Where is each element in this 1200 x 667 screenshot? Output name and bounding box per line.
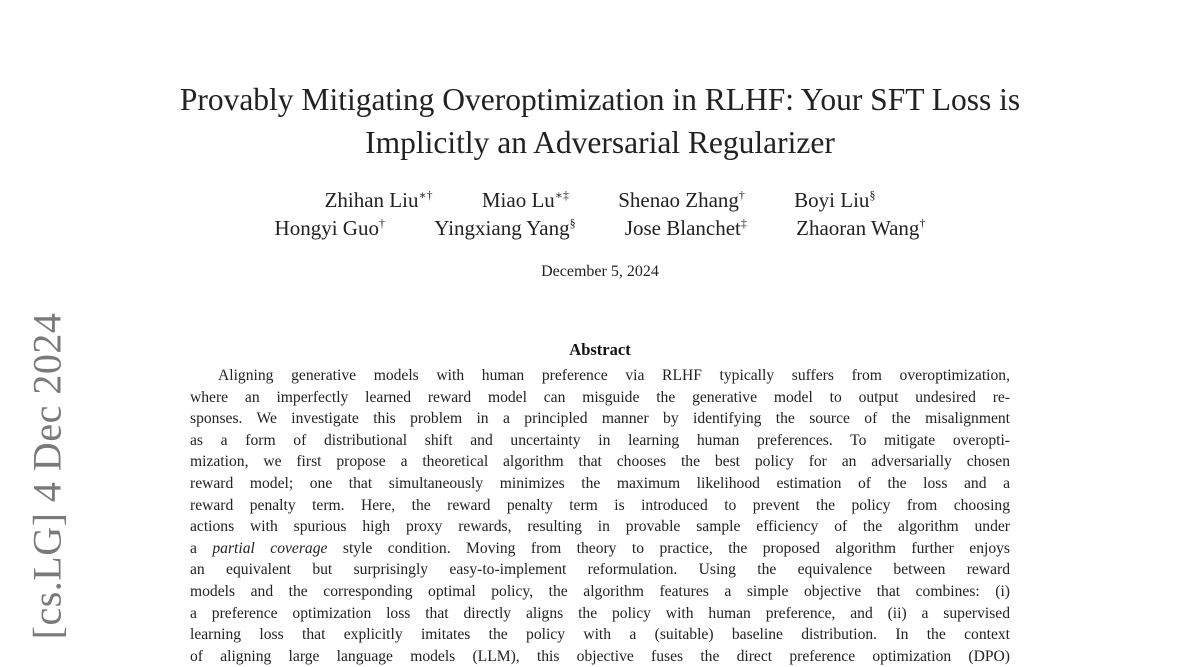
abstract-line-with-italic	[190, 538, 1010, 560]
abstract-line: mization, we first propose a theoretical algorithm that chooses the best policy for an adversarially chosen	[190, 453, 1010, 471]
author-name	[625, 214, 747, 242]
author-name-text: Zhaoran Wang	[796, 216, 920, 240]
author-name-text: Yingxiang Yang	[434, 216, 570, 240]
title-line-1: Provably Mitigating Overoptimization in RLHF: Your SFT Loss is	[179, 82, 1021, 117]
abstract-line: actions with spurious high proxy rewards, resulting in provable sample efficiency of the algorithm under	[190, 518, 1010, 536]
abstract-line-partial: of aligning large language models (LLM), this objective fuses the direct preference optimization (DPO)	[190, 647, 1010, 665]
publication-date: December 5, 2024	[541, 263, 659, 280]
arxiv-identifier-stamp: [cs.LG] 4 Dec 2024	[24, 312, 70, 640]
abstract-line: Aligning generative models with human preference via RLHF typically suffers from overoptimization,	[218, 367, 1010, 384]
affiliation-mark: ‡	[740, 216, 747, 230]
abstract-body	[190, 365, 1010, 665]
affiliation-mark: †	[919, 216, 926, 230]
abstract-line-rest: style condition. Moving from theory to practice, the proposed algorithm further enjoys	[342, 539, 1010, 557]
author-name-text: Boyi Liu	[794, 188, 870, 212]
affiliation-mark: ∗†	[418, 188, 433, 202]
abstract-line: sponses. We investigate this problem in a principled manner by identifying the source of the misalignment	[190, 410, 1010, 428]
author-name	[618, 186, 745, 214]
abstract-line: a preference optimization loss that directly aligns the policy with human preference, and (ii) a supervised	[190, 604, 1010, 622]
affiliation-mark: †	[738, 188, 745, 202]
italic-term: partial coverage	[212, 539, 328, 557]
paper-title	[100, 78, 1100, 164]
author-name	[434, 214, 575, 242]
abstract-line: an equivalent but surprisingly easy-to-implement reformulation. Using the equivalence between reward	[190, 561, 1010, 579]
author-list	[100, 186, 1100, 242]
affiliation-mark: †	[378, 216, 385, 230]
author-name-text: Hongyi Guo	[274, 216, 379, 240]
author-name	[794, 186, 875, 214]
author-name-text: Jose Blanchet	[624, 216, 741, 240]
abstract-line: learning loss that explicitly imitates the policy with a (suitable) baseline distribution. In the context	[190, 626, 1010, 644]
abstract-line: as a form of distributional shift and uncertainty in learning human preferences. To mitigate overopti-	[190, 431, 1010, 449]
abstract-line: reward model; one that simultaneously minimizes the maximum likelihood estimation of the loss and a	[190, 474, 1010, 492]
author-name-text: Miao Lu	[481, 188, 555, 212]
author-name-text: Shenao Zhang	[618, 188, 739, 212]
author-name	[482, 186, 569, 214]
author-name-text: Zhihan Liu	[324, 188, 419, 212]
affiliation-mark: §	[569, 216, 576, 230]
author-name	[275, 214, 385, 242]
author-name	[325, 186, 433, 214]
abstract-heading: Abstract	[569, 340, 631, 359]
author-row-1	[100, 186, 1100, 214]
author-row-2	[100, 214, 1100, 242]
abstract-line-prefix: a	[190, 539, 197, 557]
affiliation-mark: §	[869, 188, 876, 202]
abstract-line: models and the corresponding optimal policy, the algorithm features a simple objective that combines: (i)	[190, 582, 1010, 600]
author-name	[796, 214, 925, 242]
affiliation-mark: ∗‡	[554, 188, 569, 202]
abstract-line: reward penalty term. Here, the reward penalty term is introduced to prevent the policy from choosing	[190, 496, 1010, 514]
abstract-line: where an imperfectly learned reward model can misguide the generative model to output undesired re-	[190, 388, 1010, 406]
title-line-2: Implicitly an Adversarial Regularizer	[365, 125, 835, 160]
